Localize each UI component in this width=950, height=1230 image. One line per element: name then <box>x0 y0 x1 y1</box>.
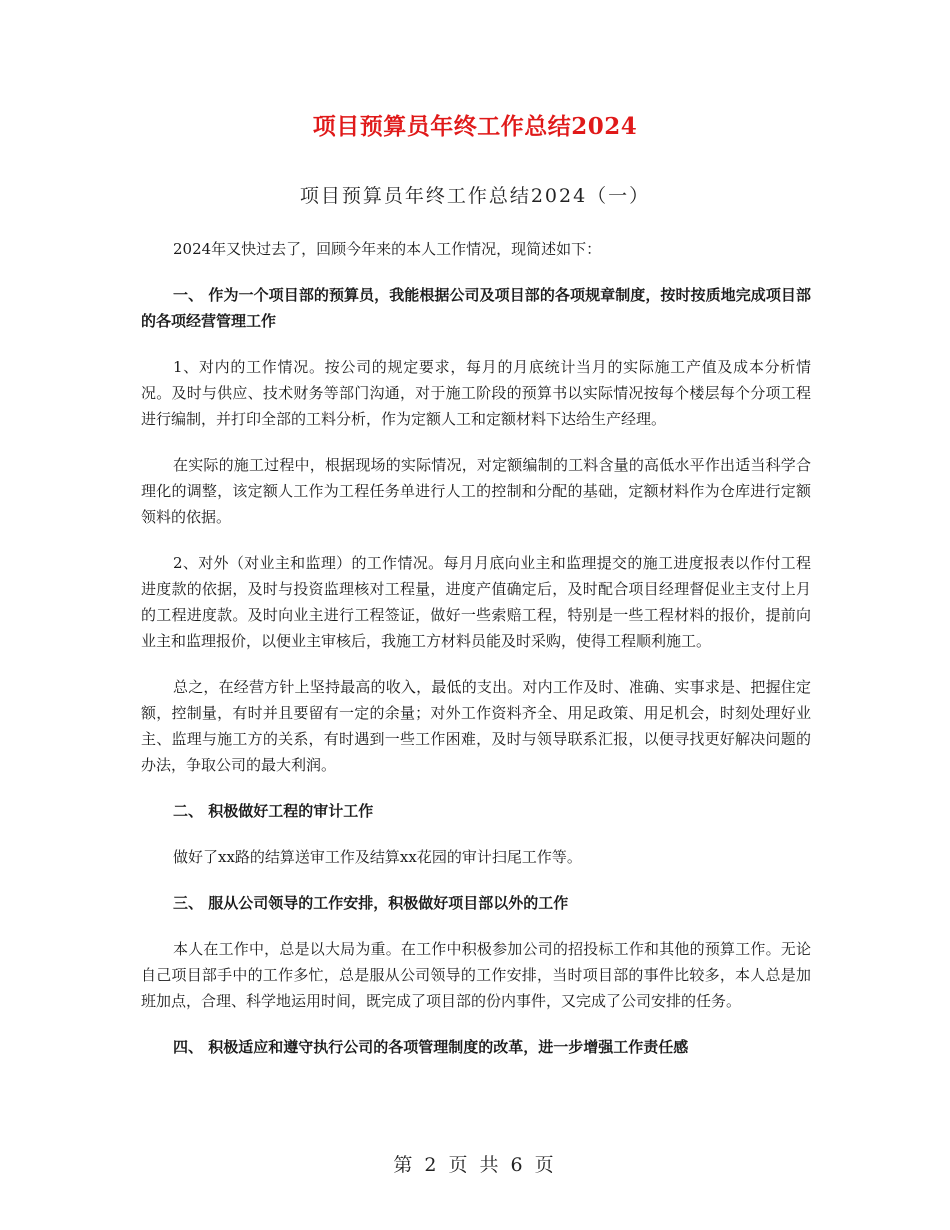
body-paragraph: 总之，在经营方针上坚持最高的收入，最低的支出。对内工作及时、准确、实事求是、把握住定额，控制量，有时并且要留有一定的余量；对外工作资料齐全、用足政策、用足机会，时刻处理好业主、监理与施工方的关系，有时遇到一些工作困难，及时与领导联系汇报，以便寻找更好解决问题的办法，争取公司的最大利润。 <box>141 678 811 774</box>
body-paragraph: 本人在工作中，总是以大局为重。在工作中积极参加公司的招投标工作和其他的预算工作。无论自己项目部手中的工作多忙，总是服从公司领导的工作安排，当时项目部的事件比较多，本人总是加班加点，合理、科学地运用时间，既完成了项目部的份内事件，又完成了公司安排的任务。 <box>141 940 811 1010</box>
document-title: 项目预算员年终工作总结2024 <box>312 113 638 140</box>
section-heading-3: 三、 服从公司领导的工作安排，积极做好项目部以外的工作 <box>173 894 569 912</box>
body-paragraph: 1、对内的工作情况。按公司的规定要求，每月的月底统计当月的实际施工产值及成本分析情况。及时与供应、技术财务等部门沟通，对于施工阶段的预算书以实际情况按每个楼层每个分项工程进行编制，并打印全部的工料分析，作为定额人工和定额材料下达给生产经理。 <box>141 358 811 428</box>
page-number: 第 2 页 共 6 页 <box>393 1154 557 1176</box>
section-heading-4: 四、 积极适应和遵守执行公司的各项管理制度的改革，进一步增强工作责任感 <box>173 1038 689 1056</box>
document-subtitle: 项目预算员年终工作总结2024（一） <box>299 185 651 207</box>
body-paragraph: 在实际的施工过程中，根据现场的实际情况，对定额编制的工料含量的高低水平作出适当科学合理化的调整，该定额人工作为工程任务单进行人工的控制和分配的基础，定额材料作为仓库进行定额领料的依据。 <box>141 456 811 526</box>
intro-paragraph: 2024年又快过去了，回顾今年来的本人工作情况，现简述如下： <box>173 240 602 258</box>
body-paragraph: 做好了xx路的结算送审工作及结算xx花园的审计扫尾工作等。 <box>173 848 582 866</box>
section-heading-2: 二、 积极做好工程的审计工作 <box>173 802 374 820</box>
document-body <box>141 236 811 1080</box>
body-paragraph: 2、对外（对业主和监理）的工作情况。每月月底向业主和监理提交的施工进度报表以作付工程进度款的依据，及时与投资监理核对工程量，进度产值确定后，及时配合项目经理督促业主支付上月的工程进度款。及时向业主进行工程签证，做好一些索赔工程，特别是一些工程材料的报价，提前向业主和监理报价，以便业主审核后，我施工方材料员能及时采购，使得工程顺利施工。 <box>141 554 811 650</box>
section-heading-1: 一、 作为一个项目部的预算员，我能根据公司及项目部的各项规章制度，按时按质地完成项目部的各项经营管理工作 <box>141 286 811 330</box>
